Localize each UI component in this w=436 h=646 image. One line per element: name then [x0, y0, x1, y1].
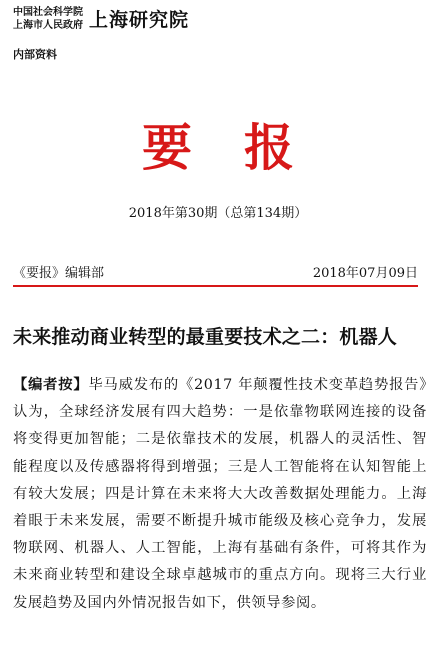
red-divider: [13, 285, 418, 287]
org-sublines: [13, 6, 83, 32]
org-header: [13, 5, 189, 32]
issue-number: 2018年第30期（总第134期）: [128, 206, 308, 221]
editor-note-label: 【编者按】: [13, 377, 89, 393]
editor-department: 《要报》编辑部: [13, 266, 105, 281]
org-line-cass: 中国社会科学院: [13, 6, 83, 18]
internal-label: 内部资料: [13, 48, 57, 61]
editor-row: [13, 262, 418, 281]
org-line-gov: 上海市人民政府: [13, 19, 83, 31]
org-main-title: 上海研究院: [89, 9, 190, 31]
article-body-text: 毕马威发布的《2017 年颠覆性技术变革趋势报告》认为，全球经济发展有四大趋势：一是依靠物联网连接的设备将变得更加智能；二是依靠技术的发展，机器人的灵活性、智能程度以及传感器将得到增强；三是人工智能将在认知智能上有较大发展；四是计算在未来将大大改善数据处理能力。上海着眼于未来发展，需要不断提升城市能级及核心竞争力，发展物联网、机器人、人工智能，上海有基础有条件，可将其作为未来商业转型和建设全球卓越城市的重点方向。现将三大行业发展趋势及国内外情况报告如下，供领导参阅。: [13, 377, 428, 611]
publish-date: 2018年07月09日: [312, 266, 418, 281]
article-body: [13, 372, 427, 617]
article-title: 未来推动商业转型的最重要技术之二：机器人: [13, 326, 398, 348]
masthead-title: 要报: [142, 119, 346, 177]
